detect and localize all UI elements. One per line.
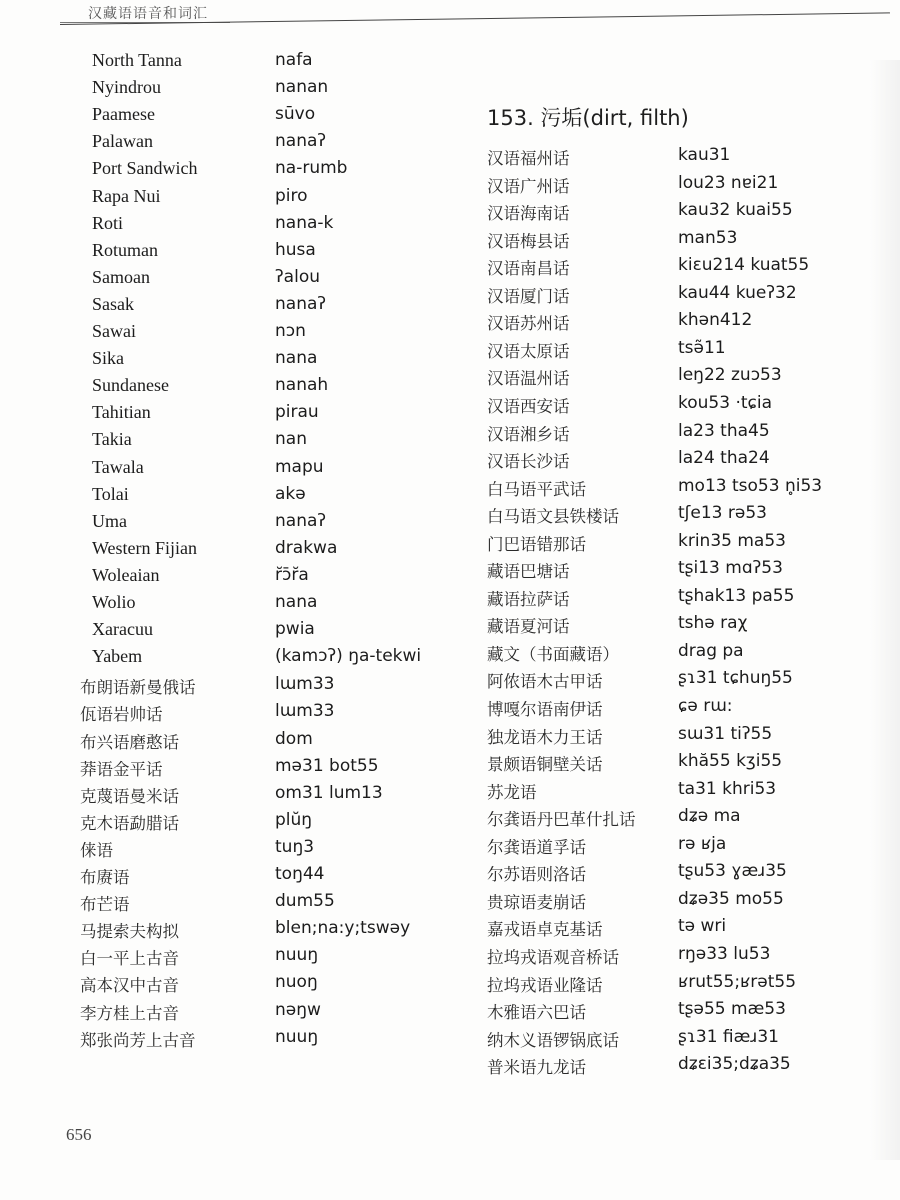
language-name: Tawala	[92, 456, 144, 477]
word-form: tshə raχ	[678, 613, 748, 634]
word-form: pwia	[275, 619, 315, 640]
word-form: nanaʔ	[275, 131, 327, 152]
word-form: kau44 kueʔ32	[678, 282, 797, 303]
language-name: 汉语海南话	[487, 204, 570, 224]
language-name: Yabem	[92, 646, 143, 667]
language-name: Xaracuu	[92, 619, 153, 640]
word-form: nanan	[275, 77, 329, 98]
language-name: North Tanna	[92, 50, 182, 70]
language-name: 汉语梅县话	[487, 231, 570, 251]
word-form: ʂɿ31 fiæɹ31	[678, 1026, 779, 1047]
word-form: krin35 ma53	[678, 530, 786, 551]
word-form: nuuŋ	[275, 945, 319, 966]
language-name: 尔苏语则洛话	[487, 865, 586, 885]
word-form: drag pa	[678, 640, 744, 661]
language-name: 门巴语错那话	[487, 534, 586, 554]
language-name: 贵琼语麦崩话	[487, 892, 586, 912]
word-form: sūvo	[275, 104, 316, 125]
word-form: ʁrut55;ʁrət55	[678, 971, 797, 992]
language-name: 独龙语木力王话	[487, 727, 603, 747]
word-form: blen;na:y;tswəy	[275, 918, 411, 939]
language-name: 俫语	[80, 840, 113, 860]
word-form: kau31	[678, 145, 731, 165]
language-name: 克蔑语曼米话	[80, 786, 179, 806]
language-name: 苏龙语	[487, 782, 537, 802]
word-form: dum55	[275, 891, 335, 912]
word-form: kau32 kuai55	[678, 200, 793, 221]
word-form: husa	[275, 239, 316, 260]
word-form: tʃe13 rə53	[678, 503, 767, 524]
word-form: akə	[275, 483, 306, 504]
language-name: Sundanese	[92, 375, 169, 396]
word-form: tʂu53 ɣæɹ35	[678, 861, 787, 882]
word-form: lou23 nɐi21	[678, 172, 779, 193]
word-form: rə ʁja	[678, 833, 727, 854]
language-name: 汉语苏州话	[487, 314, 570, 334]
word-form: dʑə35 mo55	[678, 888, 784, 909]
word-form: sɯ31 tiʔ55	[678, 723, 773, 744]
language-name: 郑张尚芳上古音	[80, 1030, 196, 1050]
word-form: dʑɛi35;dʑa35	[678, 1054, 791, 1075]
language-name: Western Fijian	[92, 537, 198, 558]
language-name: 汉语广州话	[487, 176, 570, 196]
language-name: 汉语南昌话	[487, 259, 570, 279]
language-name: Port Sandwich	[92, 158, 198, 179]
word-form: toŋ44	[275, 864, 325, 884]
word-form: khă55 kʒi55	[678, 751, 783, 772]
language-name: 白马语文县铁楼话	[487, 507, 619, 527]
word-form: rŋə33 lu53	[678, 943, 771, 964]
language-name: 汉语太原话	[487, 341, 570, 361]
word-form: nanah	[275, 375, 329, 396]
language-name: 布芒语	[80, 895, 130, 915]
language-name: Samoan	[92, 266, 150, 287]
word-form: na-rumb	[275, 158, 348, 179]
word-form: nafa	[275, 50, 313, 70]
language-name: 布兴语磨憨话	[80, 732, 179, 752]
word-form: tʂhak13 pa55	[678, 585, 795, 606]
language-name: Wolio	[92, 592, 136, 612]
language-name: 博嘎尔语南伊话	[487, 700, 603, 719]
word-form: nɔn	[275, 321, 306, 341]
word-form: tʂə55 mæ53	[678, 999, 786, 1020]
word-form: lɯm33	[275, 701, 335, 722]
language-name: Nyindrou	[92, 77, 161, 98]
word-form: tʂi13 mɑʔ53	[678, 558, 783, 579]
language-name: 汉语温州话	[487, 369, 570, 389]
word-form: nana-k	[275, 212, 334, 233]
word-form: khən412	[678, 310, 753, 331]
language-name: 尔龚语丹巴革什扎话	[487, 810, 636, 830]
language-name: Woleaian	[92, 564, 160, 585]
language-name: 拉坞戎语观音桥话	[487, 947, 619, 967]
word-form: la23 tha45	[678, 420, 770, 441]
language-name: 汉语西安话	[487, 396, 570, 416]
language-name: 景颇语铜壁关话	[487, 755, 603, 775]
language-name: 嘉戎语卓克基话	[487, 920, 603, 940]
word-form: ʔalou	[275, 266, 320, 287]
word-form: drakwa	[275, 537, 338, 558]
word-form: r̆ɔ̄r̆a	[275, 564, 309, 585]
language-name: 木雅语六巴话	[487, 1003, 586, 1023]
language-name: 汉语福州话	[487, 149, 570, 168]
word-form: pirau	[275, 402, 319, 423]
language-name: 拉坞戎语业隆话	[487, 975, 603, 995]
language-name: Tahitian	[92, 402, 151, 423]
language-name: 普米语九龙话	[487, 1058, 586, 1078]
section-title: 153. 污垢(dirt, filth)	[487, 106, 689, 130]
language-name: 藏文（书面藏语）	[487, 644, 619, 664]
language-name: 克木语勐腊话	[80, 813, 179, 833]
language-name: Sasak	[92, 293, 134, 314]
language-name: Paamese	[92, 104, 155, 125]
word-form: nanaʔ	[275, 510, 327, 531]
language-name: 布朗语新曼俄话	[80, 678, 196, 698]
word-form: man53	[678, 227, 738, 248]
word-form: nana	[275, 592, 318, 612]
word-form: nuoŋ	[275, 972, 318, 993]
word-form: tuŋ3	[275, 836, 315, 857]
language-name: 纳木义语锣锅底话	[487, 1030, 619, 1050]
word-form: ʂɿ31 tɕhuŋ55	[678, 668, 793, 689]
word-form: nana	[275, 348, 318, 369]
language-name: 尔龚语道孚话	[487, 837, 586, 857]
running-header-title: 汉藏语语音和词汇	[88, 6, 208, 22]
language-name: 白一平上古音	[80, 949, 179, 969]
word-form: tə wri	[678, 916, 727, 937]
page-edge-shadow	[870, 60, 900, 1160]
word-form: lɯm33	[275, 674, 335, 695]
language-name: Rapa Nui	[92, 185, 161, 206]
language-name: 高本汉中古音	[80, 976, 179, 996]
word-form: (kamɔʔ) ŋa-tekwi	[275, 646, 422, 667]
language-name: Palawan	[92, 131, 153, 152]
language-name: 藏语拉萨话	[487, 589, 570, 609]
word-form: dom	[275, 728, 313, 749]
word-form: plŭŋ	[275, 809, 313, 830]
language-name: Uma	[92, 510, 127, 531]
word-form: la24 tha24	[678, 448, 770, 469]
language-name: 佤语岩帅话	[80, 705, 163, 725]
word-form: ɕə rɯ:	[678, 696, 733, 716]
word-form: nəŋw	[275, 999, 321, 1020]
page-number: 656	[66, 1125, 92, 1144]
language-name: 汉语长沙话	[487, 452, 570, 472]
language-name: 汉语厦门话	[487, 286, 570, 306]
language-name: 阿侬语木古甲话	[487, 672, 603, 692]
running-header	[0, 0, 900, 28]
language-name: Tolai	[92, 483, 129, 504]
word-form: kiɛu214 kuat55	[678, 255, 810, 276]
word-form: ta31 khri53	[678, 778, 777, 799]
language-name: 藏语夏河话	[487, 617, 570, 637]
language-name: Sawai	[92, 321, 136, 341]
language-name: 汉语湘乡话	[487, 424, 570, 444]
language-name: 藏语巴塘话	[487, 562, 570, 582]
word-form: piro	[275, 185, 308, 206]
word-form: leŋ22 zuɔ53	[678, 365, 782, 386]
language-name: 白马语平武话	[487, 479, 586, 499]
language-name: Roti	[92, 212, 124, 233]
language-name: Sika	[92, 348, 125, 369]
language-name: 莽语金平话	[80, 759, 163, 779]
word-form: mə31 bot55	[275, 755, 379, 776]
word-form: tsə̃11	[678, 337, 726, 358]
word-form: om31 lum13	[275, 782, 383, 803]
language-name: 李方桂上古音	[80, 1003, 179, 1023]
language-name: Takia	[92, 429, 132, 450]
word-form: nan	[275, 429, 307, 450]
language-name: 马提索夫构拟	[80, 922, 179, 942]
word-form: nanaʔ	[275, 293, 327, 314]
word-form: mapu	[275, 456, 324, 477]
word-form: kou53 ·tɕia	[678, 392, 773, 413]
word-form: nuuŋ	[275, 1026, 319, 1047]
word-form: mo13 tso53 n̥i53	[678, 475, 823, 496]
word-form: dʑə ma	[678, 806, 741, 827]
language-name: 布赓语	[80, 868, 130, 887]
language-name: Rotuman	[92, 239, 158, 260]
